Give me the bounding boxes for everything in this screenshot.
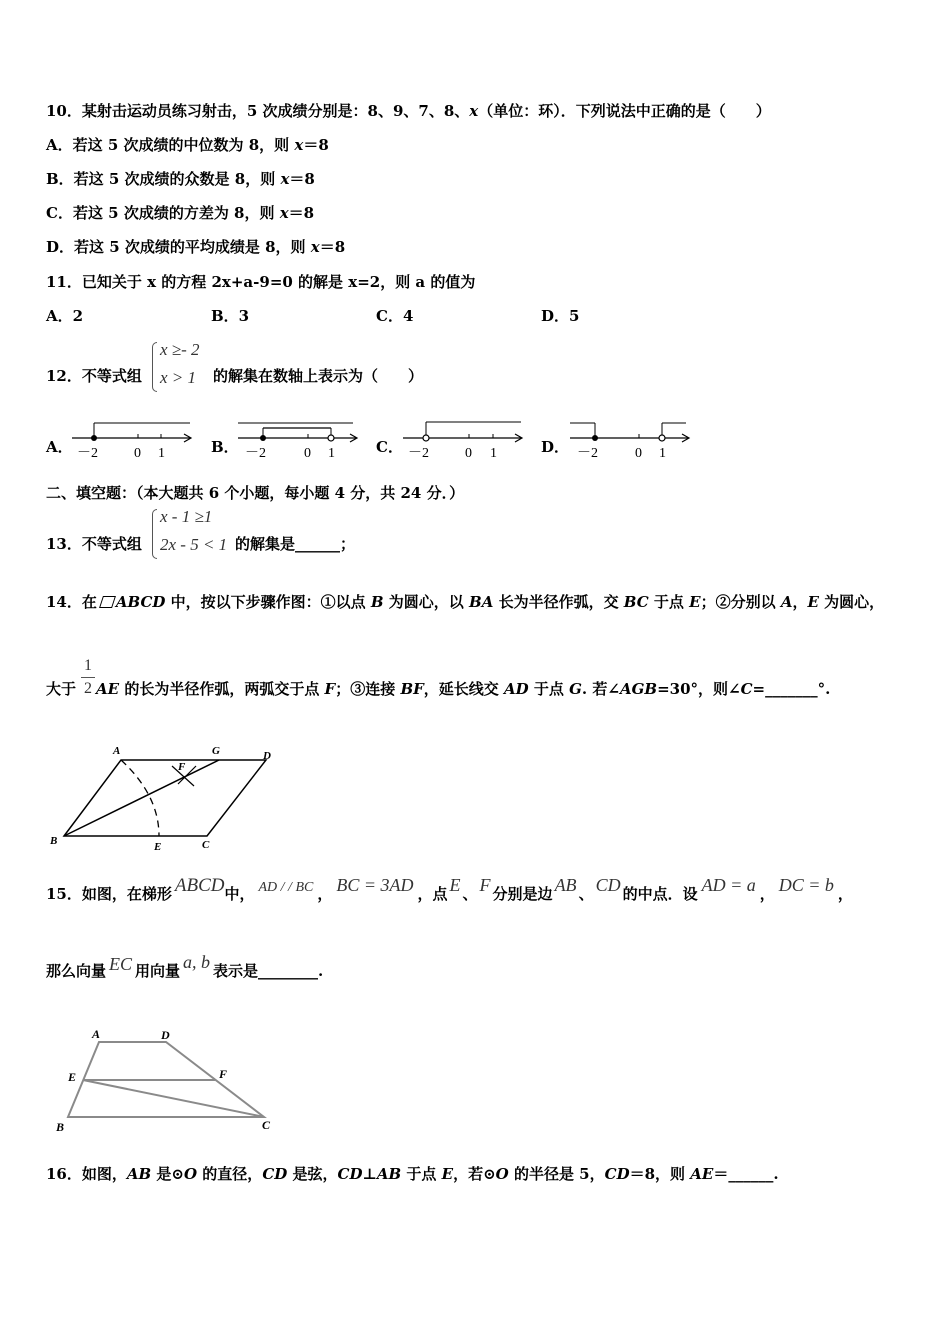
q14-line-1: 14．在 ABCD 中，按以下步骤作图：①以点 B 为圆心，以 BA 长为半径作弧，交 BC 于点 E；②分别以 A，E 为圆心， [46, 593, 885, 611]
tick-label: －2 [77, 446, 98, 461]
tick-label: 0 [465, 446, 472, 461]
q12-ineq-1: x ≥- 2 [160, 340, 200, 359]
point-label-a: A [113, 745, 121, 757]
q10-stem: 10．某射击运动员练习射击，5 次成绩分别是：8、9、7、8、x（单位：环）．下列说法中正确的是（ ） [46, 102, 771, 120]
q11-option-d: D．5 [541, 307, 580, 325]
q14-line-2: 大于 AE 的长为半径作弧，两弧交于点 F；③连接 BF，延长线交 AD 于点 G. 若∠AGB=30°，则∠C=_______°. [46, 680, 831, 698]
q15-line-2: 那么向量 EC 用向量 a, b 表示是________. [46, 952, 324, 980]
point-label-d: D [161, 1028, 170, 1042]
q12-label-c: C． [376, 438, 403, 456]
point-label-c: C [202, 839, 210, 851]
q11-option-a: A．2 [46, 307, 84, 325]
q11-option-c: C．4 [376, 307, 414, 325]
q11-stem: 11．已知关于 x 的方程 2x+a-9=0 的解是 x=2，则 a 的值为 [46, 273, 476, 291]
tick-label: 1 [328, 446, 335, 461]
q14-parallelogram-figure [44, 740, 284, 855]
q10-option-b: B．若这 5 次成绩的众数是 8，则 x＝8 [46, 170, 315, 188]
q13-ineq-1: x - 1 ≥1 [160, 507, 213, 526]
point-label-d: D [263, 750, 271, 762]
q12-stem-b: 的解集在数轴上表示为（ ） [213, 367, 424, 385]
tick-label: 1 [659, 446, 666, 461]
section-2-title: 二、填空题：（本大题共 6 个小题，每小题 4 分，共 24 分．） [46, 484, 465, 502]
q16-stem: 16．如图，AB 是⊙O 的直径，CD 是弦，CD⊥AB 于点 E，若⊙O 的半径是 5，CD＝8，则 AE＝______. [46, 1165, 779, 1183]
tick-label: 0 [635, 446, 642, 461]
tick-label: －2 [577, 446, 598, 461]
q12-numberline-d [570, 418, 695, 463]
point-label-g: G [212, 745, 220, 757]
q14-frac-bar [81, 677, 95, 678]
tick-label: 0 [304, 446, 311, 461]
q13-brace [152, 509, 157, 559]
q10-option-a: A．若这 5 次成绩的中位数为 8，则 x＝8 [46, 136, 329, 154]
point-label-b: B [56, 1120, 65, 1134]
point-label-e: E [154, 841, 162, 853]
q13-stem-a: 13．不等式组 [46, 535, 142, 553]
point-label-f: F [178, 761, 186, 773]
point-label-e: E [68, 1070, 77, 1084]
tick-label: 1 [490, 446, 497, 461]
tick-label: 0 [134, 446, 141, 461]
q12-brace [152, 342, 157, 392]
q15-line-1: 15．如图，在梯形 ABCD中， AD / / BC ， BC = 3AD ，点 E 、 F 分别是边 AB 、 CD 的中点．设 AD = a ， DC = b ， [46, 875, 853, 903]
point-label-c: C [262, 1118, 271, 1132]
q12-numberline-a [72, 418, 197, 463]
q13-stem-b: 的解集是______； [235, 535, 356, 553]
tick-label: －2 [408, 446, 429, 461]
q12-numberline-b [238, 418, 363, 463]
q12-stem-a: 12．不等式组 [46, 367, 142, 385]
q13-ineq-2: 2x - 5 < 1 [160, 535, 228, 554]
q12-label-b: B． [211, 438, 239, 456]
q14-frac-num: 1 [84, 657, 92, 674]
q12-numberline-c [403, 418, 528, 463]
q14-frac-den: 2 [84, 680, 92, 697]
parallelogram-icon [99, 596, 116, 608]
q10-option-d: D．若这 5 次成绩的平均成绩是 8，则 x＝8 [46, 238, 346, 256]
tick-label: －2 [245, 446, 266, 461]
q12-ineq-2: x > 1 [160, 368, 197, 387]
q15-trapezoid-figure [52, 1025, 282, 1140]
q10-option-c: C．若这 5 次成绩的方差为 8，则 x＝8 [46, 204, 315, 222]
point-label-a: A [92, 1027, 101, 1041]
q12-label-d: D． [541, 438, 570, 456]
tick-label: 1 [158, 446, 165, 461]
point-label-f: F [219, 1067, 228, 1081]
q11-option-b: B．3 [211, 307, 250, 325]
q12-label-a: A． [46, 438, 73, 456]
point-label-b: B [50, 835, 58, 847]
